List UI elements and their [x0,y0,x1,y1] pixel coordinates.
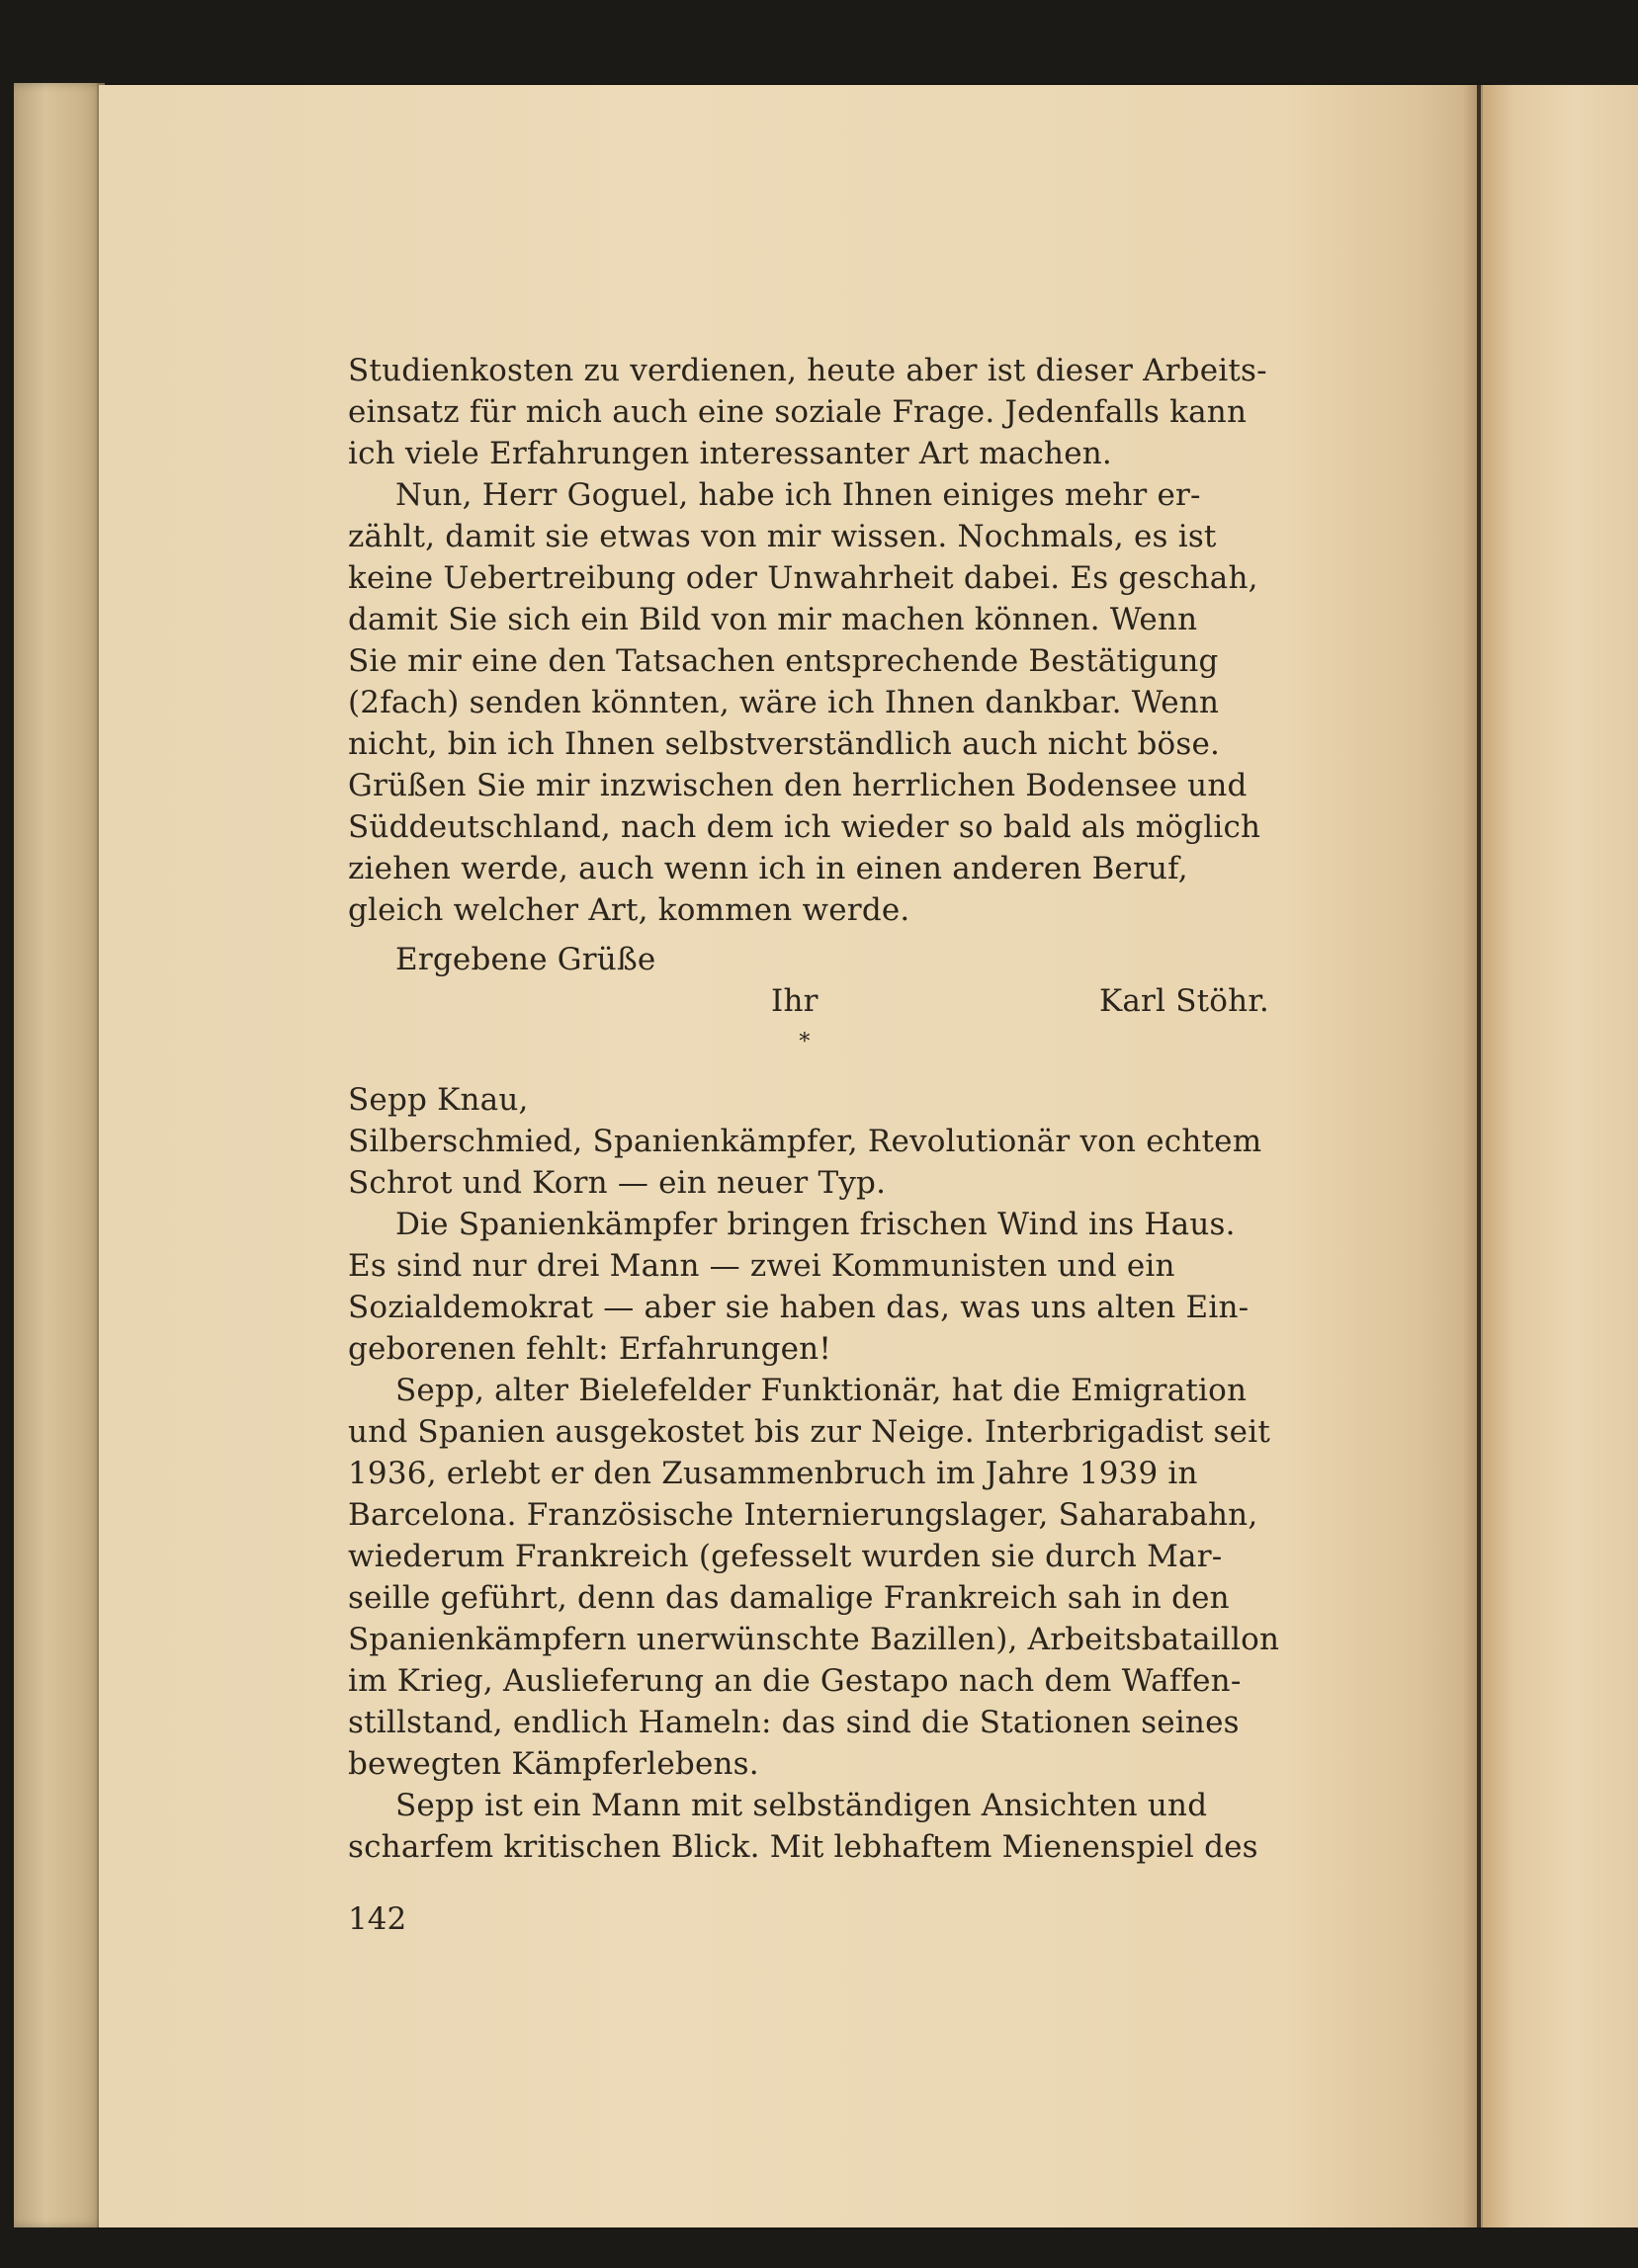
text-line: Spanienkämpfern unerwünschte Bazillen), Arbeitsbataillon [348,1622,1280,1657]
signature-ihr: Ihr [771,983,819,1019]
profile-paragraph [348,1204,1301,1370]
text-line: nicht, bin ich Ihnen selbstverständlich auch nicht böse. [348,726,1221,762]
text-line: gleich welcher Art, kommen werde. [348,892,910,928]
book-page-edges [14,83,105,2227]
page-body [348,350,1301,1868]
text-line: im Krieg, Auslieferung an die Gestapo nach dem Waffen- [348,1663,1242,1699]
text-line: stillstand, endlich Hameln: das sind die Stationen seines [348,1705,1240,1740]
text-line: einsatz für mich auch eine soziale Frage. Jedenfalls kann [348,394,1248,430]
profile-heading: Sepp Knau, [348,1082,529,1118]
spacer [348,1063,1301,1079]
text-line: scharfem kritischen Blick. Mit lebhaftem Mienenspiel des [348,1829,1258,1865]
text-line: geborenen fehlt: Erfahrungen! [348,1331,831,1367]
letter-closing: Ergebene Grüße [395,942,656,977]
text-line: Die Spanienkämpfer bringen frischen Wind ins Haus. [395,1207,1236,1242]
section-separator: * [799,1030,811,1054]
text-line: Es sind nur drei Mann — zwei Kommunisten und ein [348,1248,1175,1284]
page-number: 142 [348,1901,407,1937]
text-line: Sepp, alter Bielefelder Funktionär, hat die Emigration [395,1373,1248,1408]
gutter-shadow [1463,85,1485,2227]
text-line: ziehen werde, auch wenn ich in einen anderen Beruf, [348,851,1188,886]
text-line: seille geführt, denn das damalige Frankreich sah in den [348,1580,1230,1616]
text-line: (2fach) senden könnten, wäre ich Ihnen dankbar. Wenn [348,685,1220,720]
text-line: wiederum Frankreich (gefesselt wurden sie durch Mar- [348,1539,1223,1574]
letter-signature [348,980,1301,1022]
text-line: Sepp ist ein Mann mit selbständigen Ansichten und [395,1788,1208,1823]
profile-subtitle [348,1121,1301,1204]
text-line: Barcelona. Französische Internierungslager, Saharabahn, [348,1497,1258,1533]
text-line: damit Sie sich ein Bild von mir machen können. Wenn [348,602,1198,637]
letter-paragraph [348,474,1301,931]
spine-line [1477,85,1481,2227]
text-line: Schrot und Korn — ein neuer Typ. [348,1165,887,1201]
text-line: Grüßen Sie mir inzwischen den herrlichen Bodensee und [348,768,1248,803]
text-line: und Spanien ausgekostet bis zur Neige. Interbrigadist seit [348,1414,1270,1450]
text-line: ich viele Erfahrungen interessanter Art machen. [348,436,1112,471]
text-line: Süddeutschland, nach dem ich wieder so bald als möglich [348,809,1261,845]
profile-paragraph [348,1370,1301,1785]
text-line: Nun, Herr Goguel, habe ich Ihnen einiges mehr er- [395,477,1201,513]
profile-paragraph [348,1785,1301,1868]
text-line: bewegten Kämpferlebens. [348,1746,759,1782]
letter-continuation [348,350,1301,474]
facing-page-strip [1483,85,1638,2227]
text-line: Silberschmied, Spanienkämpfer, Revolutionär von echtem [348,1124,1262,1159]
text-line: Studienkosten zu verdienen, heute aber ist dieser Arbeits- [348,353,1267,388]
text-line: Sie mir eine den Tatsachen entsprechende Bestätigung [348,643,1219,679]
text-line: zählt, damit sie etwas von mir wissen. Nochmals, es ist [348,519,1217,554]
text-line: keine Uebertreibung oder Unwahrheit dabei. Es geschah, [348,560,1258,596]
text-line: Sozialdemokrat — aber sie haben das, was uns alten Ein- [348,1290,1250,1325]
text-line: 1936, erlebt er den Zusammenbruch im Jahre 1939 in [348,1456,1198,1491]
signature-name: Karl Stöhr. [1098,983,1269,1019]
